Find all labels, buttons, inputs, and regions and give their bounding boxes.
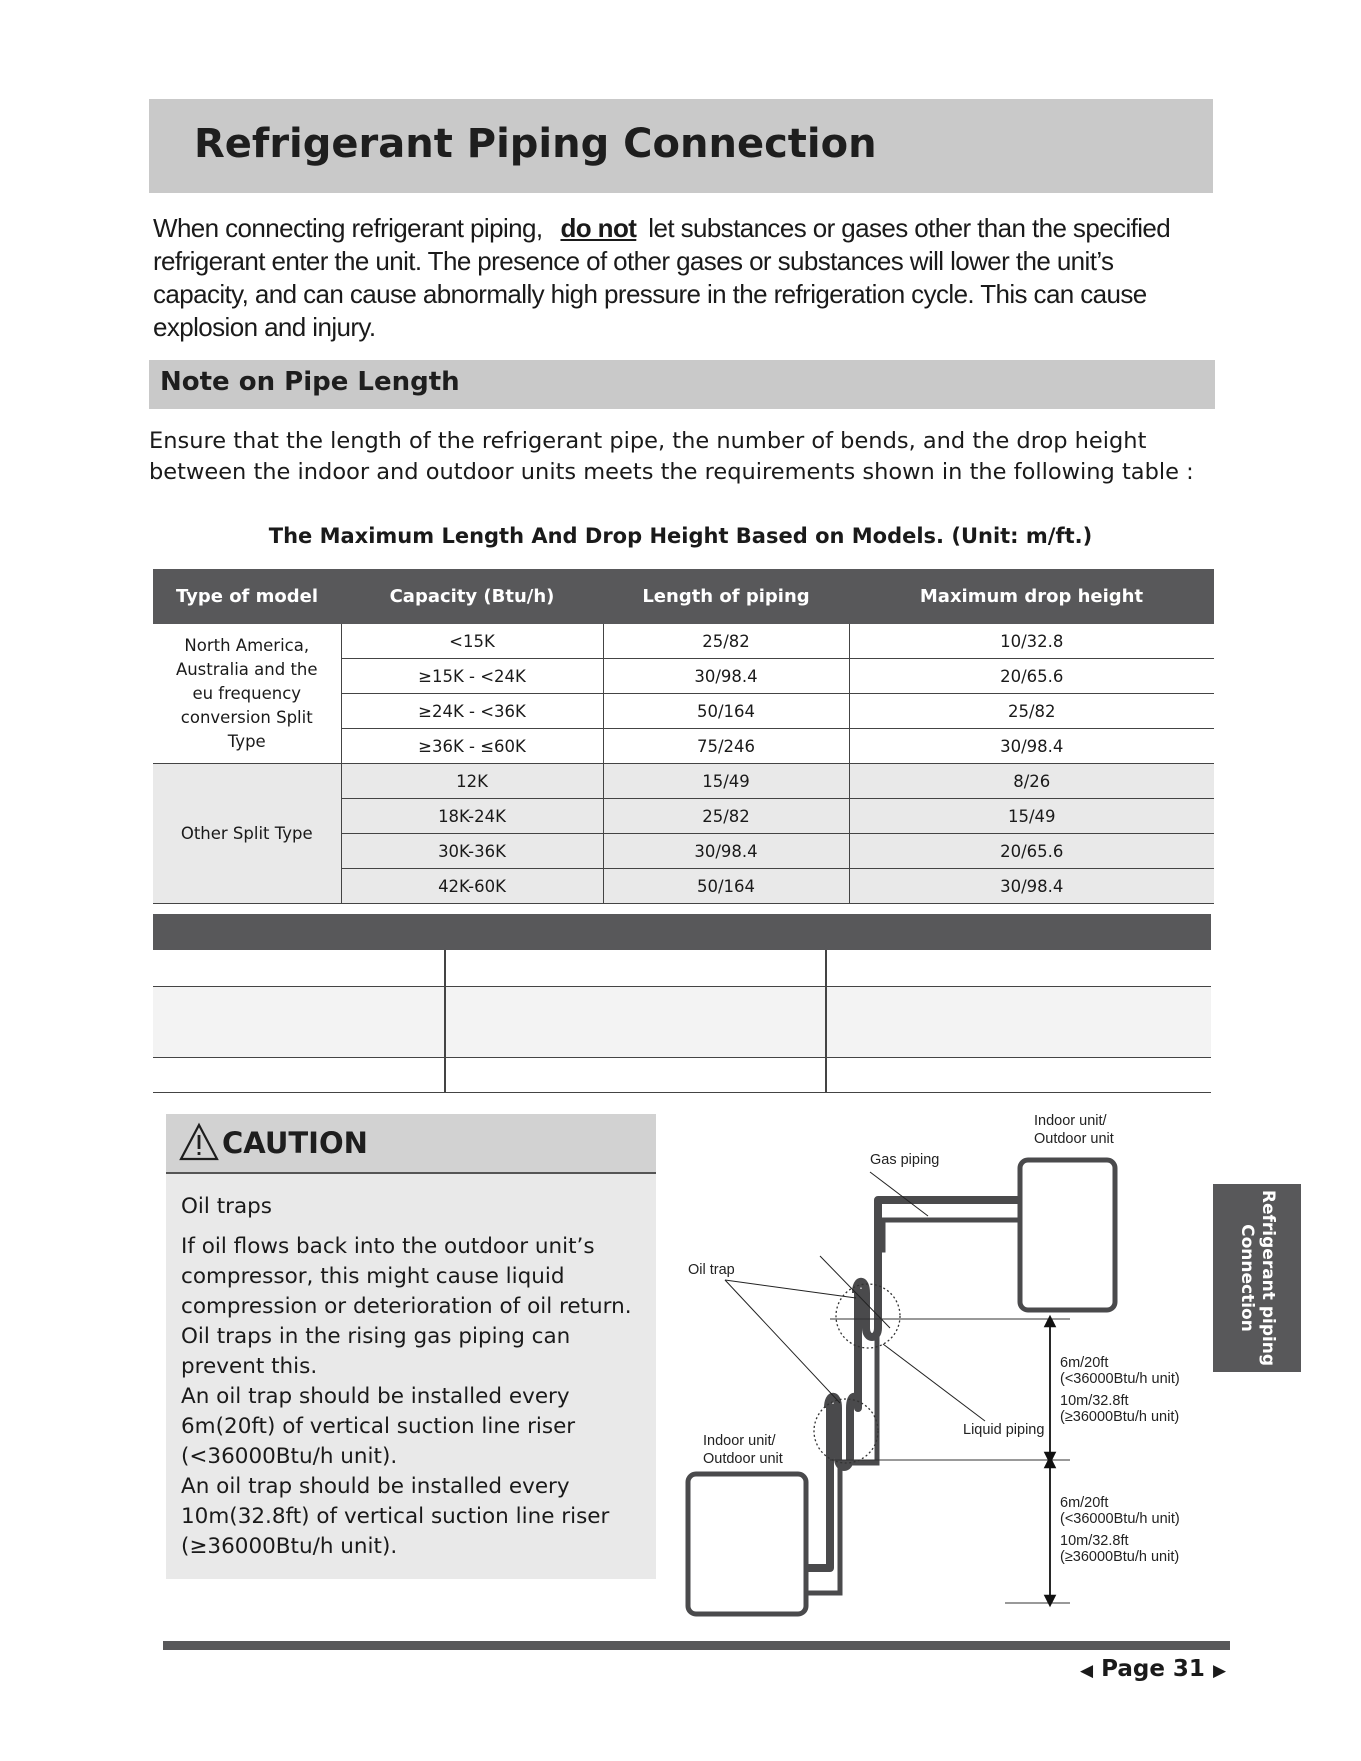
capacity-cell: ≥15K - <24K <box>341 659 603 694</box>
caution-paragraph: An oil trap should be installed every 10m(32.8ft) of vertical suction line riser (≥36000Btu/h unit). <box>181 1474 610 1559</box>
section-title: Note on Pipe Length <box>160 367 460 397</box>
length-cell: 30/98.4 <box>603 659 849 694</box>
capacity-cell: <15K <box>341 624 603 659</box>
intro-paragraph: Ensure that the length of the refrigerant pipe, the number of bends, and the drop height between the indoor and outdoor units meets the requirements shown in the following table : <box>149 428 1194 485</box>
length-cell: 50/164 <box>603 869 849 904</box>
gas-piping-label: Gas piping <box>870 1152 940 1168</box>
top-unit-label: Outdoor unit <box>1034 1131 1114 1147</box>
drop-cell: 15/49 <box>849 799 1214 834</box>
spec-label: (≥36000Btu/h unit) <box>1060 1549 1180 1565</box>
footer-rule <box>163 1641 1230 1650</box>
table-row <box>153 624 1214 659</box>
empty-table-header <box>153 914 1211 950</box>
side-section-tab[interactable] <box>1213 1184 1301 1372</box>
page-number-label: Page 31 <box>1101 1656 1205 1682</box>
table-divider <box>825 950 827 1093</box>
caution-box <box>166 1114 656 1579</box>
length-cell: 15/49 <box>603 764 849 799</box>
spec-label: 10m/32.8ft <box>1060 1393 1129 1409</box>
oil-trap-diagram <box>680 1108 1200 1623</box>
header-type: Type of model <box>153 569 341 624</box>
bottom-unit-label: Indoor unit/ <box>703 1433 776 1449</box>
table-caption: The Maximum Length And Drop Height Based on Models. (Unit: m/ft.) <box>268 524 1093 548</box>
liquid-piping-leader <box>883 1344 985 1421</box>
pipe-length-table <box>153 569 1214 904</box>
caution-header <box>166 1114 656 1174</box>
side-tab-label <box>1236 1188 1278 1368</box>
length-cell: 25/82 <box>603 624 849 659</box>
type-cell <box>153 624 341 764</box>
length-cell: 25/82 <box>603 799 849 834</box>
capacity-cell: 42K-60K <box>341 869 603 904</box>
drop-cell: 30/98.4 <box>849 869 1214 904</box>
capacity-cell: 18K-24K <box>341 799 603 834</box>
length-cell: 50/164 <box>603 694 849 729</box>
caution-subtitle: Oil traps <box>181 1194 272 1219</box>
table-divider <box>444 950 446 1093</box>
type-label: North America, Australia and the eu frequency conversion Split Type <box>175 635 318 751</box>
capacity-cell: ≥36K - ≤60K <box>341 729 603 764</box>
gas-pipe-middle <box>856 1293 858 1340</box>
empty-table-row <box>153 987 1211 1058</box>
header-capacity: Capacity (Btu/h) <box>341 569 603 624</box>
header-drop-height: Maximum drop height <box>849 569 1214 624</box>
spec-label: (≥36000Btu/h unit) <box>1060 1409 1180 1425</box>
header-length: Length of piping <box>603 569 849 624</box>
oil-trap-leader <box>725 1280 856 1298</box>
empty-table-row <box>153 1058 1211 1093</box>
empty-table-row <box>153 950 1211 987</box>
oil-trap-leader <box>725 1280 840 1403</box>
spec-label: 6m/20ft <box>1060 1495 1109 1511</box>
top-unit-box <box>1020 1160 1115 1310</box>
drop-cell: 8/26 <box>849 764 1214 799</box>
caution-paragraph: If oil flows back into the outdoor unit’s compressor, this might cause liquid compression or deterioration of oil return. Oil traps in the rising gas piping can prevent this. <box>181 1234 632 1379</box>
drop-cell: 25/82 <box>849 694 1214 729</box>
oil-trap-label: Oil trap <box>688 1262 735 1278</box>
liquid-piping-label: Liquid piping <box>963 1422 1045 1438</box>
spec-label: (<36000Btu/h unit) <box>1060 1511 1180 1527</box>
spec-label: 10m/32.8ft <box>1060 1533 1129 1549</box>
drop-cell: 20/65.6 <box>849 659 1214 694</box>
warning-text-after: let substances or gases other than the specified refrigerant enter the unit. The presence of other gases or substances will lower the unit’s capacity, and can cause abnormally high pressure in the refrigeration cycle. This can cause explosion and injury. <box>153 213 1171 342</box>
bottom-unit-label: Outdoor unit <box>703 1451 783 1467</box>
warning-emphasis: do not <box>560 213 637 243</box>
drop-cell: 20/65.6 <box>849 834 1214 869</box>
spec-label: (<36000Btu/h unit) <box>1060 1371 1180 1387</box>
section-header <box>149 360 1215 409</box>
next-page-icon[interactable]: ▶ <box>1212 1661 1227 1681</box>
length-cell: 75/246 <box>603 729 849 764</box>
page-title: Refrigerant Piping Connection <box>194 121 877 167</box>
page-number <box>1080 1656 1226 1682</box>
bottom-unit-box <box>688 1474 806 1614</box>
capacity-cell: 30K-36K <box>341 834 603 869</box>
top-unit-label: Indoor unit/ <box>1034 1113 1107 1129</box>
spec-label: 6m/20ft <box>1060 1355 1109 1371</box>
side-tab-line: Connection <box>1237 1224 1257 1332</box>
title-banner <box>149 99 1213 193</box>
type-cell: Other Split Type <box>153 764 341 904</box>
warning-triangle-icon <box>179 1122 219 1162</box>
warning-paragraph <box>153 212 1213 344</box>
caution-title: CAUTION <box>222 1126 368 1160</box>
drop-cell: 30/98.4 <box>849 729 1214 764</box>
warning-text-before: When connecting refrigerant piping, <box>153 213 543 243</box>
length-cell: 30/98.4 <box>603 834 849 869</box>
prev-page-icon[interactable]: ◀ <box>1080 1661 1094 1681</box>
capacity-cell: ≥24K - <36K <box>341 694 603 729</box>
capacity-cell: 12K <box>341 764 603 799</box>
caution-paragraph: An oil trap should be installed every 6m(20ft) of vertical suction line riser (<36000Btu/h unit). <box>181 1384 576 1469</box>
table-header-row <box>153 569 1214 624</box>
drop-cell: 10/32.8 <box>849 624 1214 659</box>
table-row <box>153 764 1214 799</box>
caution-body <box>181 1192 651 1562</box>
side-tab-line: Refrigerant piping <box>1258 1189 1278 1367</box>
